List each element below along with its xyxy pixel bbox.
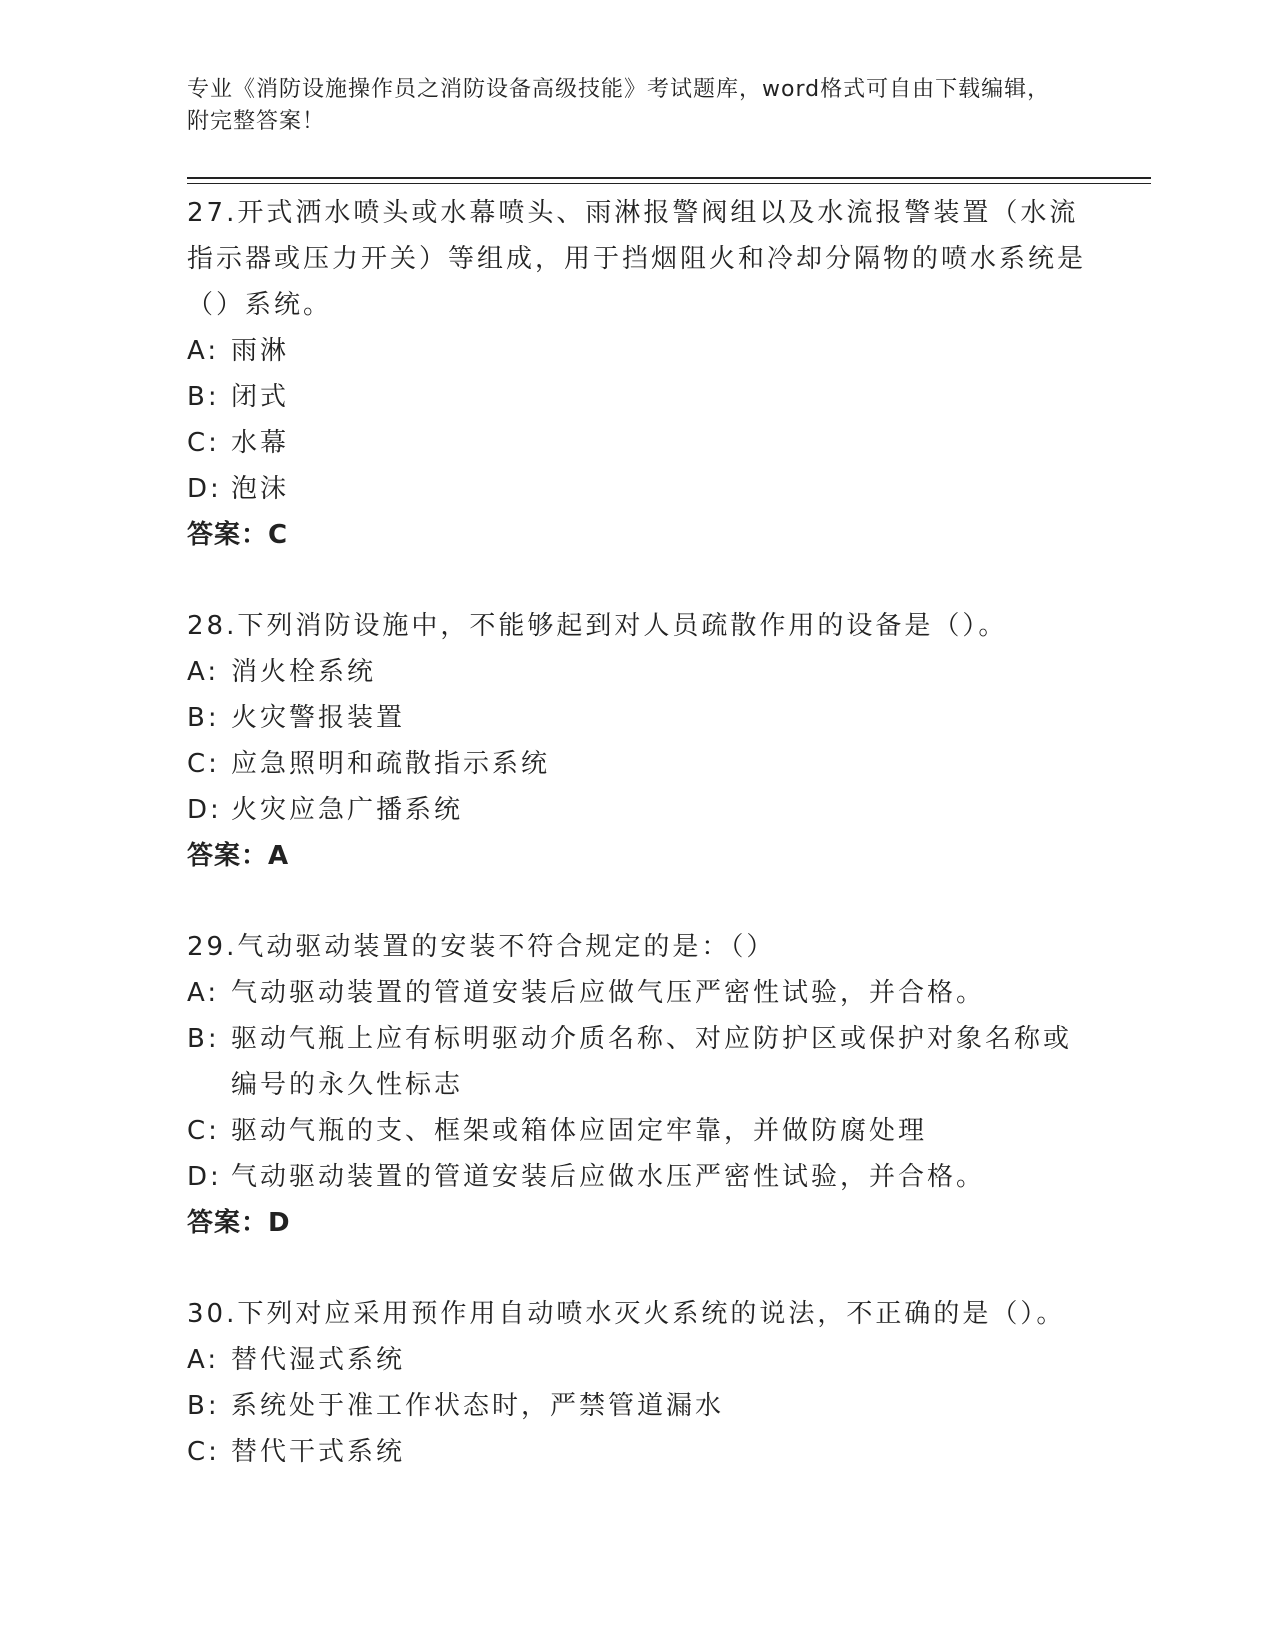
answer-line: 答案：A	[187, 841, 290, 871]
option-text: 替代湿式系统	[231, 1345, 406, 1375]
option-text: 驱动气瓶上应有标明驱动介质名称、对应防护区或保护对象名称或编号的永久性标志	[231, 1024, 1073, 1100]
question-list	[187, 190, 1087, 1520]
answer-line: 答案：D	[187, 1208, 291, 1238]
option-text: 驱动气瓶的支、框架或箱体应固定牢靠，并做防腐处理	[231, 1116, 928, 1146]
option-key: D:	[187, 474, 222, 504]
header-divider-thin	[187, 183, 1151, 184]
option-a	[187, 970, 1087, 1016]
option-text: 闭式	[231, 382, 290, 412]
option-c	[187, 741, 1087, 787]
option-text: 水幕	[231, 428, 290, 458]
question-stem: 28.下列消防设施中，不能够起到对人员疏散作用的设备是（）。	[187, 611, 1008, 641]
option-key: B:	[187, 382, 220, 412]
option-c	[187, 420, 1087, 466]
option-c	[187, 1429, 1087, 1475]
option-key: A:	[187, 657, 220, 687]
option-text: 火灾应急广播系统	[231, 795, 464, 825]
option-key: C:	[187, 749, 220, 779]
header-divider-thick	[187, 177, 1151, 179]
option-text: 气动驱动装置的管道安装后应做水压严密性试验，并合格。	[231, 1162, 986, 1192]
option-d	[187, 787, 1087, 833]
option-d	[187, 466, 1087, 512]
option-c	[187, 1108, 1087, 1154]
option-key: D:	[187, 795, 222, 825]
question-29	[187, 924, 1087, 1246]
question-stem: 27.开式洒水喷头或水幕喷头、雨淋报警阀组以及水流报警装置（水流指示器或压力开关）等组成，用于挡烟阻火和冷却分隔物的喷水系统是（）系统。	[187, 198, 1087, 320]
option-key: C:	[187, 1437, 220, 1467]
question-27	[187, 190, 1087, 558]
option-key: C:	[187, 1116, 220, 1146]
answer-line: 答案：C	[187, 520, 289, 550]
question-30	[187, 1291, 1087, 1475]
option-text: 泡沫	[231, 474, 290, 504]
option-a	[187, 649, 1087, 695]
option-a	[187, 1337, 1087, 1383]
option-key: A:	[187, 978, 220, 1008]
option-text: 替代干式系统	[231, 1437, 406, 1467]
question-28	[187, 603, 1087, 879]
option-text: 消火栓系统	[231, 657, 377, 687]
option-key: A:	[187, 1345, 220, 1375]
option-text: 系统处于准工作状态时，严禁管道漏水	[231, 1391, 725, 1421]
option-a	[187, 328, 1087, 374]
option-key: B:	[187, 1024, 220, 1054]
option-key: D:	[187, 1162, 222, 1192]
option-key: B:	[187, 703, 220, 733]
option-key: A:	[187, 336, 220, 366]
option-b	[187, 1383, 1087, 1429]
option-text: 雨淋	[231, 336, 290, 366]
option-text: 气动驱动装置的管道安装后应做气压严密性试验，并合格。	[231, 978, 986, 1008]
option-key: B:	[187, 1391, 220, 1421]
option-text: 火灾警报装置	[231, 703, 406, 733]
question-stem: 29.气动驱动装置的安装不符合规定的是：（）	[187, 932, 776, 962]
option-b	[187, 1016, 1087, 1108]
option-key: C:	[187, 428, 220, 458]
document-header	[187, 74, 1067, 138]
option-text: 应急照明和疏散指示系统	[231, 749, 551, 779]
header-text: 专业《消防设施操作员之消防设备高级技能》考试题库，word格式可自由下载编辑，附完整答案！	[187, 77, 1051, 134]
option-b	[187, 695, 1087, 741]
question-stem: 30.下列对应采用预作用自动喷水灭火系统的说法，不正确的是（）。	[187, 1299, 1066, 1329]
option-b	[187, 374, 1087, 420]
option-d	[187, 1154, 1087, 1200]
